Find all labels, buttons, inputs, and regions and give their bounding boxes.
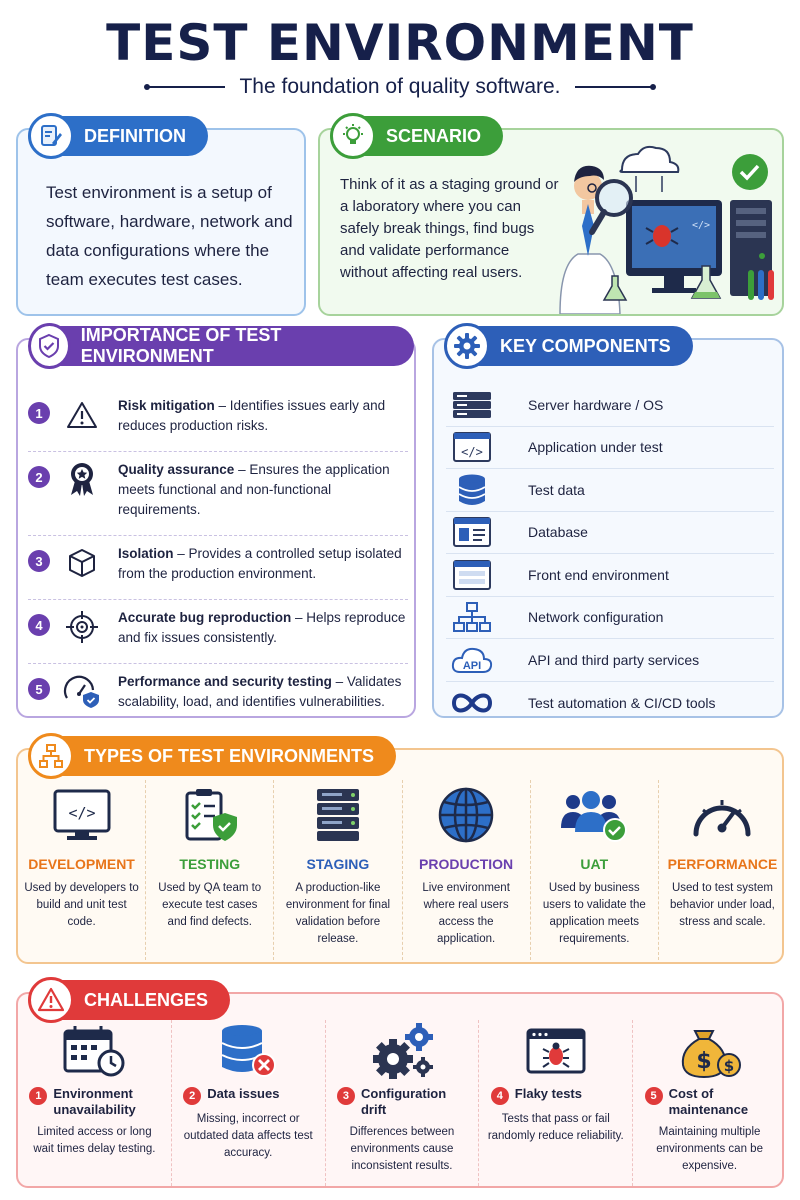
bug-window-icon bbox=[521, 1020, 591, 1082]
component-item bbox=[446, 427, 774, 470]
importance-title: Accurate bug reproduction bbox=[118, 610, 292, 625]
challenge-desc: Missing, incorrect or outdated data affects test accuracy. bbox=[183, 1113, 313, 1159]
cube-icon bbox=[60, 544, 104, 582]
importance-title: Risk mitigation bbox=[118, 398, 215, 413]
scenario-panel bbox=[318, 125, 784, 316]
component-label: Application under test bbox=[528, 439, 663, 456]
number-badge: 2 bbox=[183, 1087, 201, 1105]
infinity-icon bbox=[446, 686, 498, 720]
scientist-lab-illustration bbox=[552, 136, 782, 314]
number-badge: 4 bbox=[28, 614, 50, 636]
importance-desc: – Validates scalability, load, and identifies vulnerabilities. bbox=[118, 674, 402, 709]
warning-icon bbox=[60, 396, 104, 434]
types-heading: TYPES OF TEST ENVIRONMENTS bbox=[84, 745, 375, 766]
importance-desc: – Provides a controlled setup isolated from the production environment. bbox=[118, 546, 402, 581]
type-card-uat bbox=[531, 780, 659, 960]
component-label: Server hardware / OS bbox=[528, 396, 664, 413]
importance-item bbox=[28, 388, 408, 452]
page-subtitle: The foundation of quality software. bbox=[239, 75, 561, 98]
divider bbox=[575, 86, 653, 88]
shield-check-icon bbox=[28, 323, 71, 369]
code-window-icon bbox=[446, 430, 498, 464]
page-title: TEST ENVIRONMENT bbox=[106, 14, 694, 72]
importance-list bbox=[28, 388, 408, 728]
importance-desc: – Ensures the application meets functional and non-functional requirements. bbox=[118, 462, 390, 517]
server-icon bbox=[446, 388, 498, 422]
type-card-development bbox=[18, 780, 146, 960]
calendar-clock-icon bbox=[59, 1020, 129, 1082]
importance-heading: IMPORTANCE OF TEST ENVIRONMENT bbox=[80, 325, 282, 366]
components-list bbox=[446, 384, 774, 724]
challenge-name: Environment unavailability bbox=[53, 1086, 136, 1117]
scenario-text: Think of it as a staging ground or a laboratory where you can safely break things, find bugs and validate performance without affecting real users. bbox=[340, 176, 559, 281]
component-item bbox=[446, 597, 774, 640]
definition-heading: DEFINITION bbox=[84, 125, 186, 146]
award-ribbon-icon bbox=[60, 460, 104, 498]
component-label: Database bbox=[528, 524, 588, 541]
challenge-desc: Tests that pass or fail randomly reduce reliability. bbox=[487, 1113, 624, 1142]
checklist-shield-icon bbox=[175, 782, 245, 848]
types-header bbox=[32, 736, 396, 776]
type-desc: Used to test system behavior under load, stress and scale. bbox=[670, 882, 775, 928]
importance-desc: – Identifies issues early and reduces production risks. bbox=[118, 398, 386, 433]
challenge-card bbox=[479, 1020, 633, 1186]
type-name: STAGING bbox=[306, 856, 370, 872]
type-desc: Live environment where real users access the application. bbox=[422, 882, 510, 945]
speedometer-shield-icon bbox=[60, 672, 104, 710]
challenge-name: Data issues bbox=[207, 1086, 280, 1101]
definition-header bbox=[32, 116, 208, 156]
challenge-card bbox=[18, 1020, 172, 1186]
number-badge: 2 bbox=[28, 466, 50, 488]
types-panel bbox=[16, 745, 784, 964]
component-item bbox=[446, 512, 774, 555]
types-row bbox=[18, 780, 786, 960]
component-item bbox=[446, 554, 774, 597]
importance-title: Isolation bbox=[118, 546, 174, 561]
server-stack-icon bbox=[303, 782, 373, 848]
component-item bbox=[446, 469, 774, 512]
svg-text:</>: </> bbox=[692, 220, 711, 231]
network-icon bbox=[446, 600, 498, 634]
database-error-icon bbox=[213, 1020, 283, 1082]
importance-panel bbox=[16, 325, 416, 718]
number-badge: 1 bbox=[28, 402, 50, 424]
component-label: Test data bbox=[528, 481, 585, 498]
importance-desc: – Helps reproduce and fix issues consistently. bbox=[118, 610, 406, 645]
importance-item bbox=[28, 452, 408, 536]
components-heading: KEY COMPONENTS bbox=[500, 335, 671, 356]
type-card-performance bbox=[659, 780, 786, 960]
type-name: PERFORMANCE bbox=[667, 856, 778, 872]
number-badge: 1 bbox=[29, 1087, 47, 1105]
number-badge: 3 bbox=[337, 1087, 355, 1105]
type-card-testing bbox=[146, 780, 274, 960]
challenges-header bbox=[32, 980, 230, 1020]
challenge-desc: Maintaining multiple environments can be expensive. bbox=[656, 1126, 763, 1172]
type-name: DEVELOPMENT bbox=[28, 856, 135, 872]
type-card-staging bbox=[274, 780, 402, 960]
divider bbox=[147, 86, 225, 88]
type-desc: Used by developers to build and unit test code. bbox=[24, 882, 139, 928]
components-panel bbox=[432, 335, 784, 718]
definition-panel bbox=[16, 125, 306, 316]
lightbulb-icon bbox=[330, 113, 376, 159]
number-badge: 5 bbox=[645, 1087, 663, 1105]
challenge-desc: Differences between environments cause inconsistent results. bbox=[349, 1126, 455, 1172]
users-check-icon bbox=[559, 782, 629, 848]
challenge-name: Flaky tests bbox=[514, 1086, 582, 1101]
challenge-card bbox=[172, 1020, 326, 1186]
importance-title: Performance and security testing bbox=[118, 674, 332, 689]
sitemap-icon bbox=[28, 733, 74, 779]
api-cloud-icon bbox=[446, 643, 498, 677]
challenges-panel bbox=[16, 989, 784, 1188]
component-item bbox=[446, 682, 774, 725]
component-label: Front end environment bbox=[528, 566, 669, 583]
number-badge: 5 bbox=[28, 678, 50, 700]
gears-icon bbox=[367, 1020, 437, 1082]
challenges-heading: CHALLENGES bbox=[84, 989, 209, 1010]
type-desc: Used by business users to validate the application meets requirements. bbox=[542, 882, 646, 945]
svg-text:</>: </> bbox=[68, 804, 96, 822]
challenge-name: Configuration drift bbox=[360, 1086, 447, 1117]
definition-text: Test environment is a setup of software, hardware, network and data configurations where the team executes test cases. bbox=[46, 183, 293, 289]
document-edit-icon bbox=[28, 113, 74, 159]
challenge-card bbox=[633, 1020, 786, 1186]
type-desc: A production-like environment for final validation before release. bbox=[285, 882, 391, 945]
number-badge: 4 bbox=[491, 1087, 509, 1105]
number-badge: 3 bbox=[28, 550, 50, 572]
component-label: API and third party services bbox=[528, 651, 700, 668]
gear-icon bbox=[444, 323, 490, 369]
code-monitor-icon bbox=[47, 782, 117, 848]
component-item bbox=[446, 639, 774, 682]
type-card-production bbox=[403, 780, 531, 960]
importance-item bbox=[28, 600, 408, 664]
svg-text:</>: </> bbox=[461, 445, 483, 460]
importance-item bbox=[28, 536, 408, 600]
type-name: UAT bbox=[580, 856, 609, 872]
currency-symbol: $ bbox=[723, 1057, 734, 1075]
currency-symbol: $ bbox=[695, 1049, 712, 1074]
money-bag-icon bbox=[675, 1020, 745, 1082]
api-label: API bbox=[462, 659, 482, 672]
scenario-header bbox=[334, 116, 503, 156]
frontend-window-icon bbox=[446, 558, 498, 592]
importance-header bbox=[32, 326, 414, 366]
component-label: Test automation & CI/CD tools bbox=[528, 694, 716, 711]
challenges-row bbox=[18, 1020, 786, 1186]
components-header bbox=[448, 326, 693, 366]
subtitle-row bbox=[0, 72, 800, 102]
type-name: PRODUCTION bbox=[419, 856, 514, 872]
challenge-desc: Limited access or long wait times delay testing. bbox=[33, 1126, 156, 1155]
globe-icon bbox=[431, 782, 501, 848]
importance-title: Quality assurance bbox=[118, 462, 235, 477]
challenge-name: Cost of maintenance bbox=[668, 1086, 749, 1117]
gauge-icon bbox=[687, 782, 757, 848]
challenge-card bbox=[326, 1020, 480, 1186]
component-item bbox=[446, 384, 774, 427]
warning-icon bbox=[28, 977, 74, 1023]
type-name: TESTING bbox=[179, 856, 241, 872]
component-label: Network configuration bbox=[528, 609, 664, 626]
importance-item bbox=[28, 664, 408, 728]
scenario-heading: SCENARIO bbox=[386, 125, 482, 146]
type-desc: Used by QA team to execute test cases and find defects. bbox=[158, 882, 262, 928]
database-icon bbox=[446, 473, 498, 507]
target-icon bbox=[60, 608, 104, 646]
database-window-icon bbox=[446, 515, 498, 549]
